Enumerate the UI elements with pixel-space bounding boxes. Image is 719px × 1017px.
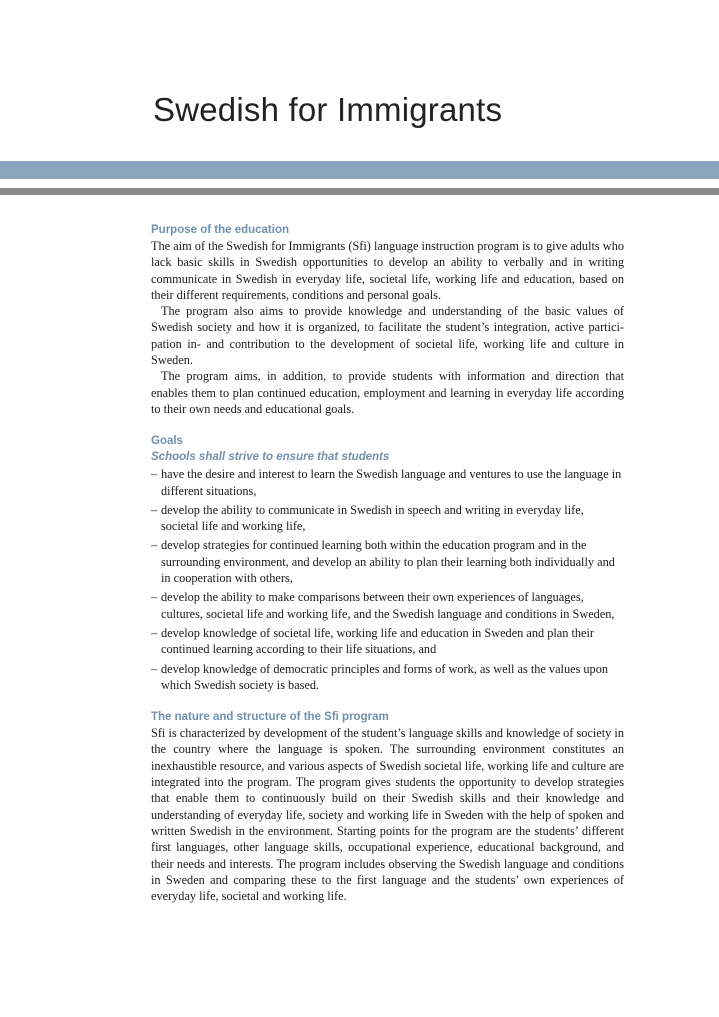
dash-marker: – (151, 661, 158, 676)
nature-heading: The nature and structure of the Sfi program (151, 711, 389, 724)
accent-band (0, 161, 719, 179)
dash-marker: – (151, 538, 158, 553)
list-item (151, 502, 624, 535)
page-title: Swedish for Immigrants (153, 91, 503, 128)
dash-marker: – (151, 502, 158, 517)
nature-paragraph: Sfi is characterized by development of the student’s language skills and knowledge of society in the country where the language is spoken. The surrounding environment constitutes an inexhaustible resource, and various aspects of Swedish societal life, working life and culture are integrated into the program. The program gives students the opportunity to develop strategies that enable them to continuously build on their Swedish skills and their knowledge and understanding of everyday life, society and working life in Sweden with the help of spoken and written Swedish in the environment. Starting points for the program are the students’ different first languages, other language skills, occupational experience, educational background, and their needs and interests. The program includes observing the Swedish language and conditions in Sweden and comparing these to the first language and the students’ own experiences of everyday life, societal and working life. (151, 726, 624, 904)
list-item-text: develop knowledge of societal life, working life and education in Sweden and plan their continued learning according to their life situations, and (161, 625, 594, 657)
list-item (151, 589, 624, 622)
purpose-section (151, 222, 624, 417)
goals-section (151, 433, 624, 693)
list-item-text: develop the ability to make comparisons between their own experiences of languages, cultures, societal life and working life, and the Swedish language and conditions in Sweden, (161, 590, 615, 621)
list-item-text: develop knowledge of democratic principles and forms of work, as well as the values upon which Swedish society is based. (161, 661, 608, 692)
goals-subheading: Schools shall strive to ensure that students (151, 451, 390, 464)
document-body (151, 222, 624, 920)
list-item-text: develop the ability to communicate in Swedish in speech and writing in everyday life, societal life and working life, (161, 502, 584, 534)
goals-heading: Goals (151, 435, 183, 448)
list-item (151, 537, 624, 586)
purpose-paragraph-1: The aim of the Swedish for Immigrants (Sfi) language instruction program is to give adults who lack basic skills in Swedish opportunities to develop an ability to verbally and in writing communicate in Swedish in everyday life, societal life, working life and education, based on their different requirements, conditions and personal goals. (151, 239, 624, 302)
dash-marker: – (151, 625, 158, 640)
list-item (151, 625, 624, 658)
list-item (151, 466, 624, 499)
list-item-text: develop strategies for continued learning both within the education program and in the surrounding environment, and develop an ability to plan their learning both individually and in cooperation with others, (161, 538, 615, 586)
purpose-heading: Purpose of the education (151, 224, 290, 236)
list-item (151, 661, 624, 694)
purpose-paragraph-3: The program aims, in addition, to provide students with information and direction that enables them to plan continued education, employment and learning in everyday life according to their own needs and educational goals. (151, 369, 624, 416)
goals-list (151, 466, 624, 693)
dash-marker: – (151, 467, 158, 482)
purpose-paragraph-2: The program also aims to provide knowledge and understanding of the basic values of Swedish society and how it is organized, to facilitate the student’s integration, active participation in- and contribution to the development of societal life, working life and culture in Sweden. (151, 304, 624, 368)
divider-band (0, 188, 719, 195)
nature-section (151, 709, 624, 904)
dash-marker: – (151, 590, 158, 605)
list-item-text: have the desire and interest to learn the Swedish language and ventures to use the language in different situations, (161, 467, 622, 498)
